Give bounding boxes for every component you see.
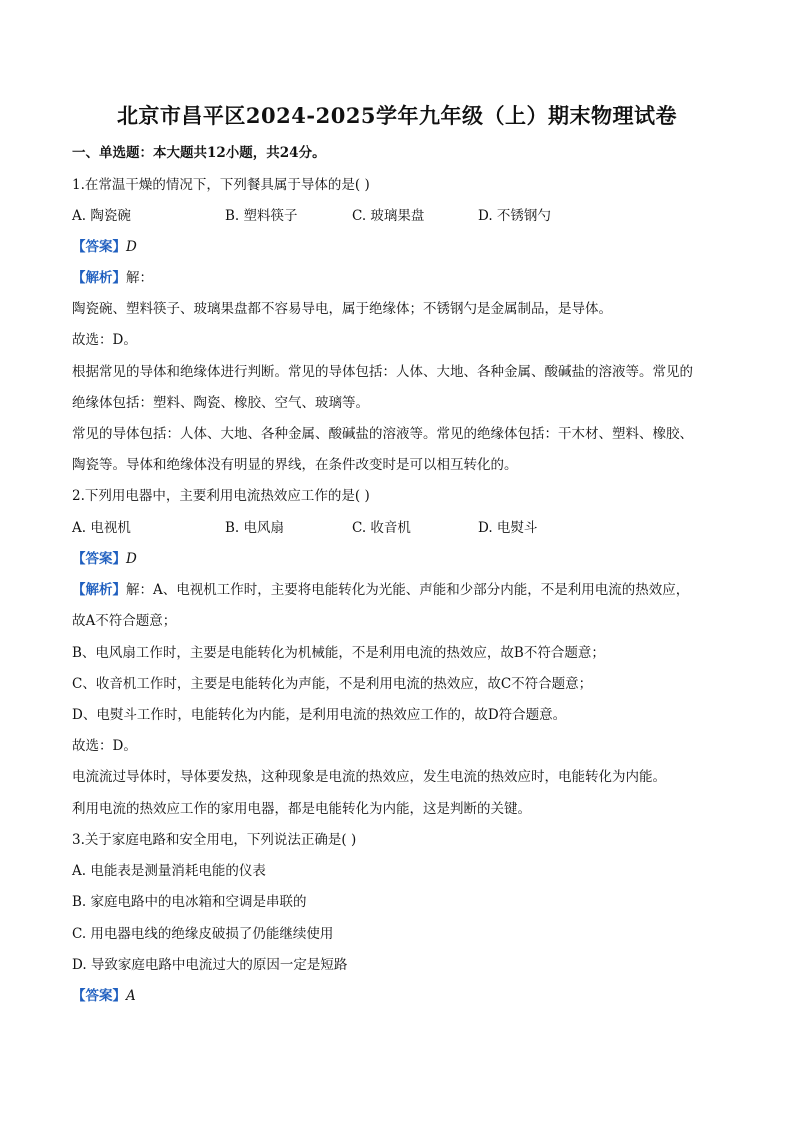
question-2-answer (72, 549, 732, 569)
analysis-line: 故选：D。 (72, 738, 137, 754)
question-1-options (72, 206, 732, 226)
page-title: 北京市昌平区2024-2025学年九年级（上）期末物理试卷 (116, 103, 678, 128)
analysis-line: 根据常见的导体和绝缘体进行判断。常见的导体包括：人体、大地、各种金属、酸碱盐的溶液等。常见的 (72, 364, 693, 380)
question-2-options (72, 518, 732, 538)
question-2-option-d: D. 电熨斗 (478, 520, 538, 536)
question-3-answer (72, 986, 732, 1006)
analysis-line: 故选：D。 (72, 332, 137, 348)
answer-value: A (126, 988, 136, 1004)
question-1-stem: 1.在常温干燥的情况下，下列餐具属于导体的是( ) (72, 177, 370, 193)
question-1-option-a: A. 陶瓷碗 (72, 208, 131, 224)
analysis-line: 陶瓷碗、塑料筷子、玻璃果盘都不容易导电，属于绝缘体；不锈钢勺是金属制品，是导体。 (72, 301, 612, 317)
answer-value: D (126, 239, 137, 255)
question-2-option-b: B. 电风扇 (225, 520, 285, 536)
question-2-option-a: A. 电视机 (72, 520, 131, 536)
answer-value: D (126, 551, 137, 567)
question-3-option-a: A. 电能表是测量消耗电能的仪表 (72, 863, 266, 879)
analysis-line: D、电熨斗工作时，电能转化为内能，是利用电流的热效应工作的，故D符合题意。 (72, 707, 567, 723)
question-1-option-c: C. 玻璃果盘 (352, 208, 425, 224)
answer-tag: 【答案】 (72, 988, 126, 1004)
question-1-option-d: D. 不锈钢勺 (478, 208, 551, 224)
analysis-line: B、电风扇工作时，主要是电能转化为机械能，不是利用电流的热效应，故B不符合题意； (72, 645, 605, 661)
analysis-line: 故A不符合题意； (72, 613, 177, 629)
analysis-tag: 【解析】 (72, 270, 126, 286)
question-2-stem: 2.下列用电器中，主要利用电流热效应工作的是( ) (72, 488, 370, 504)
analysis-line: 绝缘体包括：塑料、陶瓷、橡胶、空气、玻璃等。 (72, 395, 369, 411)
question-1-answer (72, 237, 732, 257)
question-3-option-c: C. 用电器电线的绝缘皮破损了仍能继续使用 (72, 926, 334, 942)
question-2-option-c: C. 收音机 (352, 520, 411, 536)
analysis-tag: 【解析】 (72, 582, 126, 598)
answer-tag: 【答案】 (72, 239, 126, 255)
question-1-analysis (72, 268, 732, 288)
question-3-stem: 3.关于家庭电路和安全用电，下列说法正确是( ) (72, 832, 357, 848)
question-3-option-b: B. 家庭电路中的电冰箱和空调是串联的 (72, 894, 307, 910)
analysis-line: 利用电流的热效应工作的家用电器，都是电能转化为内能，这是判断的关键。 (72, 801, 531, 817)
question-3-option-d: D. 导致家庭电路中电流过大的原因一定是短路 (72, 957, 348, 973)
answer-tag: 【答案】 (72, 551, 126, 567)
analysis-line: C、收音机工作时，主要是电能转化为声能，不是利用电流的热效应，故C不符合题意； (72, 676, 593, 692)
question-1-option-b: B. 塑料筷子 (225, 208, 298, 224)
analysis-head: 解： (126, 270, 153, 286)
analysis-line: 电流流过导体时，导体要发热，这种现象是电流的热效应，发生电流的热效应时，电能转化为内能。 (72, 769, 666, 785)
section-heading: 一、单选题：本大题共12小题，共24分。 (72, 145, 326, 161)
analysis-line: 陶瓷等。导体和绝缘体没有明显的界线，在条件改变时是可以相互转化的。 (72, 457, 518, 473)
analysis-head: 解：A、电视机工作时，主要将电能转化为光能、声能和少部分内能，不是利用电流的热效应， (126, 582, 690, 598)
analysis-line: 常见的导体包括：人体、大地、各种金属、酸碱盐的溶液等。常见的绝缘体包括：干木材、塑料、橡胶、 (72, 426, 693, 442)
question-2-analysis (72, 580, 732, 600)
